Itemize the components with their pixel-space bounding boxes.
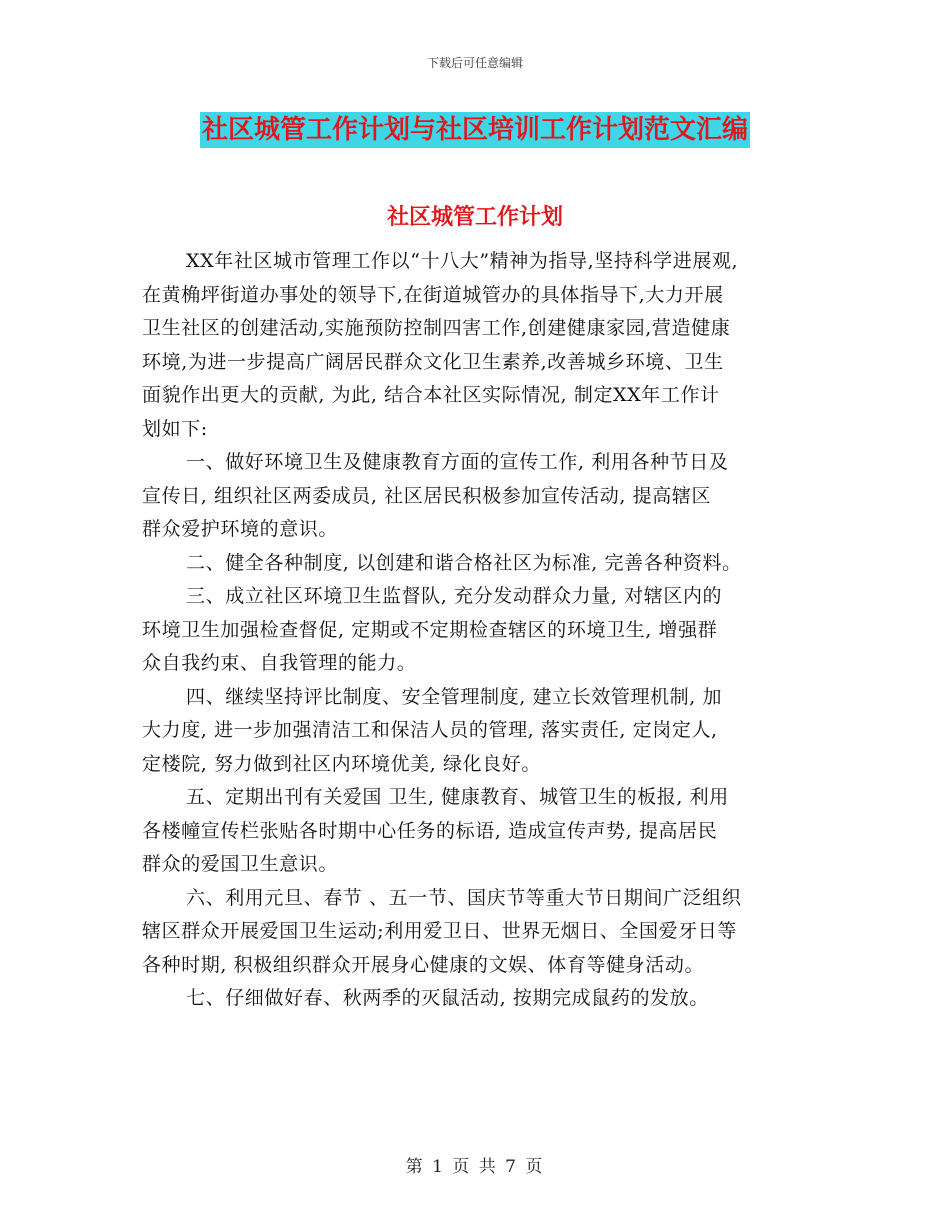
text-line: 二、健全各种制度, 以创建和谐合格社区为标准, 完善各种资料。	[186, 551, 742, 574]
text-line: 宣传日, 组织社区两委成员, 社区居民积极参加宣传活动, 提高辖区	[142, 484, 712, 507]
section-title: 社区城管工作计划	[386, 204, 563, 230]
paragraph	[142, 245, 812, 446]
body-content	[142, 245, 812, 1016]
header-note: 下载后可任意编辑	[426, 56, 523, 70]
paragraph	[142, 547, 812, 581]
text-line: 卫生社区的创建活动,实施预防控制四害工作,创建健康家园,营造健康	[142, 317, 731, 339]
paragraph	[142, 982, 812, 1016]
text-line: 四、继续坚持评比制度、安全管理制度, 建立长效管理机制, 加	[186, 685, 723, 708]
text-line: 辖区群众开展爱国卫生运动;利用爱卫日、世界无烟日、全国爱牙日等	[142, 920, 738, 942]
text-line: 五、定期出刊有关爱国 卫生, 健康教育、城管卫生的板报, 利用	[186, 786, 729, 808]
paragraph	[142, 446, 812, 547]
text-line: 众自我约束、自我管理的能力。	[142, 652, 417, 674]
page-footer: 第 1 页 共 7 页	[405, 1157, 545, 1177]
text-line: 大力度, 进一步加强清洁工和保洁人员的管理, 落实责任, 定岗定人,	[142, 719, 718, 741]
text-line: 环境卫生加强检查督促, 定期或不定期检查辖区的环境卫生, 增强群	[142, 618, 718, 641]
text-line: 环境,为进一步提高广阔居民群众文化卫生素养,改善城乡环境、卫生	[142, 350, 724, 373]
text-line: 一、做好环境卫生及健康教育方面的宣传工作, 利用各种节日及	[186, 451, 729, 473]
paragraph	[142, 681, 812, 782]
paragraph	[142, 882, 812, 983]
text-line: 六、利用元旦、春节 、五一节、国庆节等重大节日期间广泛组织	[186, 886, 742, 909]
text-line: 群众的爱国卫生意识。	[142, 853, 339, 875]
text-line: 在黄桷坪街道办事处的领导下,在街道城管办的具体指导下,大力开展	[142, 283, 724, 306]
text-line: XX年社区城市管理工作以“十八大”精神为指导,坚持科学进展观,	[186, 250, 739, 272]
text-line: 划如下:	[142, 417, 208, 440]
text-line: 定楼院, 努力做到社区内环境优美, 绿化良好。	[142, 752, 541, 775]
text-line: 七、仔细做好春、秋两季的灭鼠活动, 按期完成鼠药的发放。	[186, 987, 709, 1009]
text-line: 群众爱护环境的意识。	[142, 518, 339, 540]
text-line: 各种时期, 积极组织群众开展身心健康的文娱、体育等健身活动。	[142, 953, 705, 976]
paragraph	[142, 781, 812, 882]
main-title: 社区城管工作计划与社区培训工作计划范文汇编	[200, 112, 750, 148]
text-line: 三、成立社区环境卫生监督队, 充分发动群众力量, 对辖区内的	[186, 585, 723, 607]
text-line: 各楼幢宣传栏张贴各时期中心任务的标语, 造成宣传声势, 提高居民	[142, 819, 718, 842]
paragraph	[142, 580, 812, 681]
main-title-wrap	[0, 112, 950, 148]
text-line: 面貌作出更大的贡献, 为此, 结合本社区实际情况, 制定XX年工作计	[142, 384, 720, 406]
